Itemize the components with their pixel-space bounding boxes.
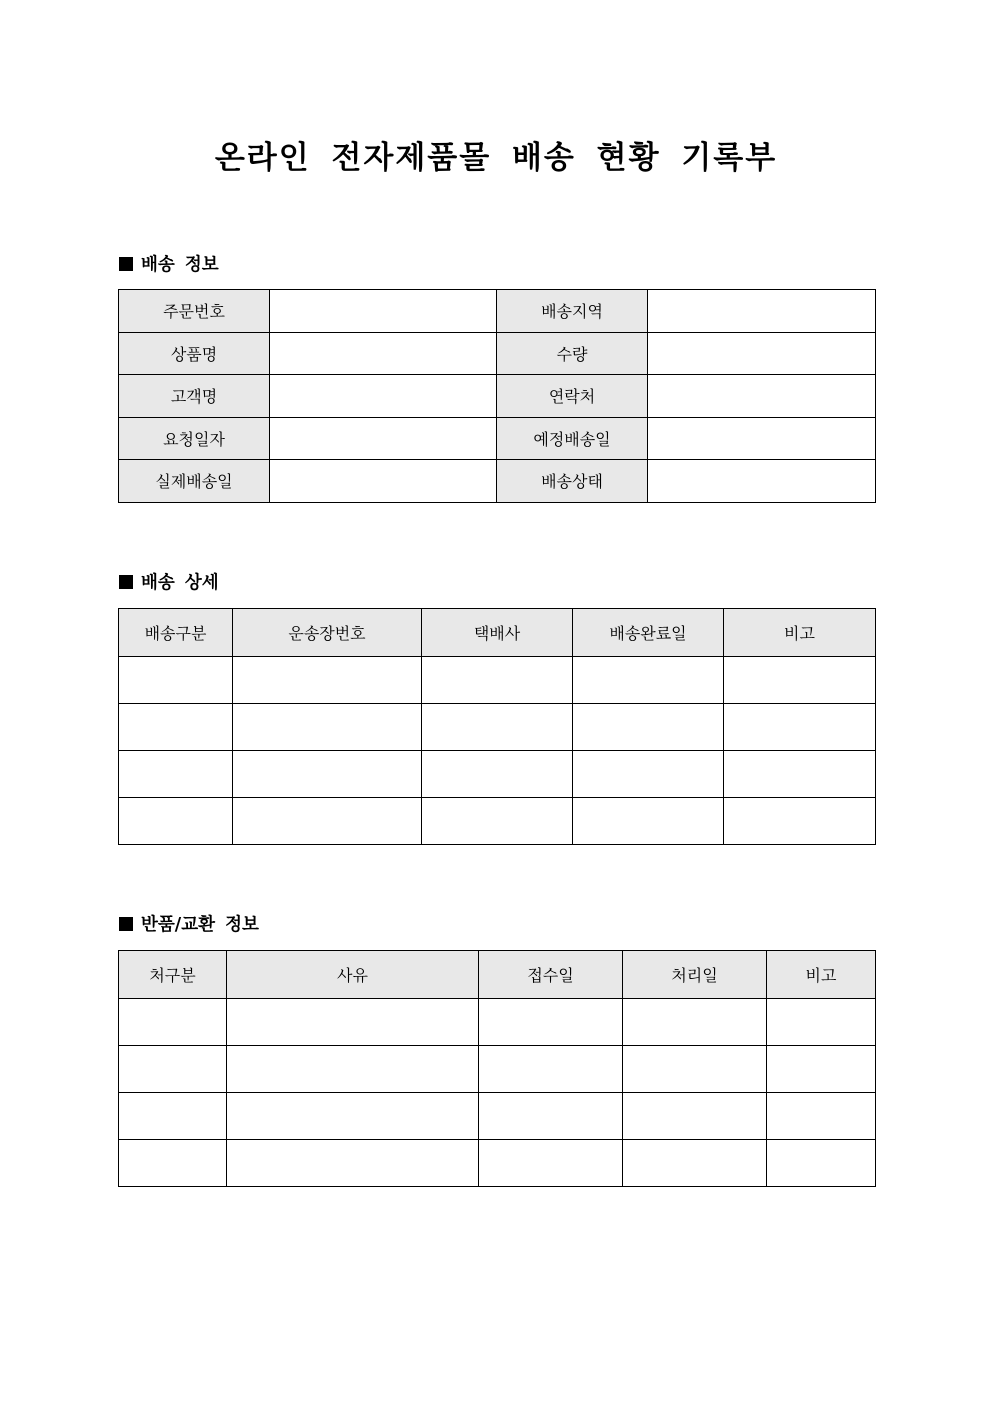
table-cell[interactable] <box>724 798 876 845</box>
scheduled-delivery-date-field[interactable] <box>648 417 876 460</box>
square-bullet-icon <box>119 575 133 589</box>
column-header: 처구분 <box>119 951 227 999</box>
table-row <box>119 751 876 798</box>
delivery-status-field[interactable] <box>648 460 876 503</box>
table-cell[interactable] <box>479 999 623 1046</box>
table-cell[interactable] <box>623 1140 767 1187</box>
delivery-detail-table <box>118 608 876 845</box>
table-cell[interactable] <box>767 999 876 1046</box>
table-cell[interactable] <box>233 657 422 704</box>
table-cell[interactable] <box>227 1140 479 1187</box>
column-header: 사유 <box>227 951 479 999</box>
table-cell[interactable] <box>479 1046 623 1093</box>
column-header: 접수일 <box>479 951 623 999</box>
table-cell[interactable] <box>233 751 422 798</box>
product-name-field[interactable] <box>270 332 497 375</box>
delivery-region-field[interactable] <box>648 290 876 333</box>
table-cell[interactable] <box>767 1093 876 1140</box>
table-cell[interactable] <box>422 798 573 845</box>
field-label: 수량 <box>497 332 648 375</box>
table-cell[interactable] <box>119 999 227 1046</box>
table-row <box>119 1140 876 1187</box>
table-row <box>119 704 876 751</box>
square-bullet-icon <box>119 257 133 271</box>
field-label: 예정배송일 <box>497 417 648 460</box>
column-header: 처리일 <box>623 951 767 999</box>
table-cell[interactable] <box>573 657 724 704</box>
column-header: 택배사 <box>422 609 573 657</box>
column-header: 배송구분 <box>119 609 233 657</box>
field-label: 주문번호 <box>119 290 270 333</box>
table-row <box>119 290 876 333</box>
table-cell[interactable] <box>479 1093 623 1140</box>
table-cell[interactable] <box>227 1093 479 1140</box>
table-row <box>119 417 876 460</box>
field-label: 배송상태 <box>497 460 648 503</box>
section-heading-delivery-info <box>119 253 219 277</box>
table-cell[interactable] <box>119 657 233 704</box>
table-cell[interactable] <box>623 999 767 1046</box>
table-cell[interactable] <box>573 798 724 845</box>
table-cell[interactable] <box>623 1093 767 1140</box>
table-cell[interactable] <box>233 704 422 751</box>
section-heading-text: 배송 상세 <box>141 573 219 593</box>
table-cell[interactable] <box>119 704 233 751</box>
table-row <box>119 1046 876 1093</box>
table-row <box>119 798 876 845</box>
table-header-row <box>119 609 876 657</box>
table-cell[interactable] <box>724 657 876 704</box>
table-row <box>119 657 876 704</box>
field-label: 요청일자 <box>119 417 270 460</box>
table-cell[interactable] <box>119 798 233 845</box>
field-label: 연락처 <box>497 375 648 418</box>
square-bullet-icon <box>119 917 133 931</box>
table-cell[interactable] <box>233 798 422 845</box>
table-cell[interactable] <box>724 751 876 798</box>
section-heading-delivery-detail <box>119 571 219 595</box>
field-label: 배송지역 <box>497 290 648 333</box>
column-header: 배송완료일 <box>573 609 724 657</box>
table-row <box>119 460 876 503</box>
table-row <box>119 1093 876 1140</box>
request-date-field[interactable] <box>270 417 497 460</box>
document-title: 온라인 전자제품몰 배송 현황 기록부 <box>214 140 778 176</box>
field-label: 실제배송일 <box>119 460 270 503</box>
field-label: 고객명 <box>119 375 270 418</box>
return-exchange-table <box>118 950 876 1187</box>
table-cell[interactable] <box>119 1046 227 1093</box>
customer-name-field[interactable] <box>270 375 497 418</box>
order-number-field[interactable] <box>270 290 497 333</box>
section-heading-return-exchange <box>119 913 259 937</box>
table-cell[interactable] <box>767 1046 876 1093</box>
table-cell[interactable] <box>479 1140 623 1187</box>
table-cell[interactable] <box>227 999 479 1046</box>
actual-delivery-date-field[interactable] <box>270 460 497 503</box>
table-cell[interactable] <box>573 704 724 751</box>
field-label: 상품명 <box>119 332 270 375</box>
section-heading-text: 배송 정보 <box>141 255 219 275</box>
section-heading-text: 반품/교환 정보 <box>141 915 259 935</box>
column-header: 비고 <box>724 609 876 657</box>
quantity-field[interactable] <box>648 332 876 375</box>
column-header: 운송장번호 <box>233 609 422 657</box>
contact-field[interactable] <box>648 375 876 418</box>
table-cell[interactable] <box>422 704 573 751</box>
table-cell[interactable] <box>119 1093 227 1140</box>
table-cell[interactable] <box>724 704 876 751</box>
table-row <box>119 999 876 1046</box>
table-cell[interactable] <box>227 1046 479 1093</box>
table-cell[interactable] <box>623 1046 767 1093</box>
delivery-info-table <box>118 289 876 503</box>
table-row <box>119 375 876 418</box>
table-cell[interactable] <box>119 1140 227 1187</box>
table-cell[interactable] <box>573 751 724 798</box>
table-header-row <box>119 951 876 999</box>
table-cell[interactable] <box>422 657 573 704</box>
table-cell[interactable] <box>422 751 573 798</box>
table-row <box>119 332 876 375</box>
table-cell[interactable] <box>119 751 233 798</box>
column-header: 비고 <box>767 951 876 999</box>
table-cell[interactable] <box>767 1140 876 1187</box>
